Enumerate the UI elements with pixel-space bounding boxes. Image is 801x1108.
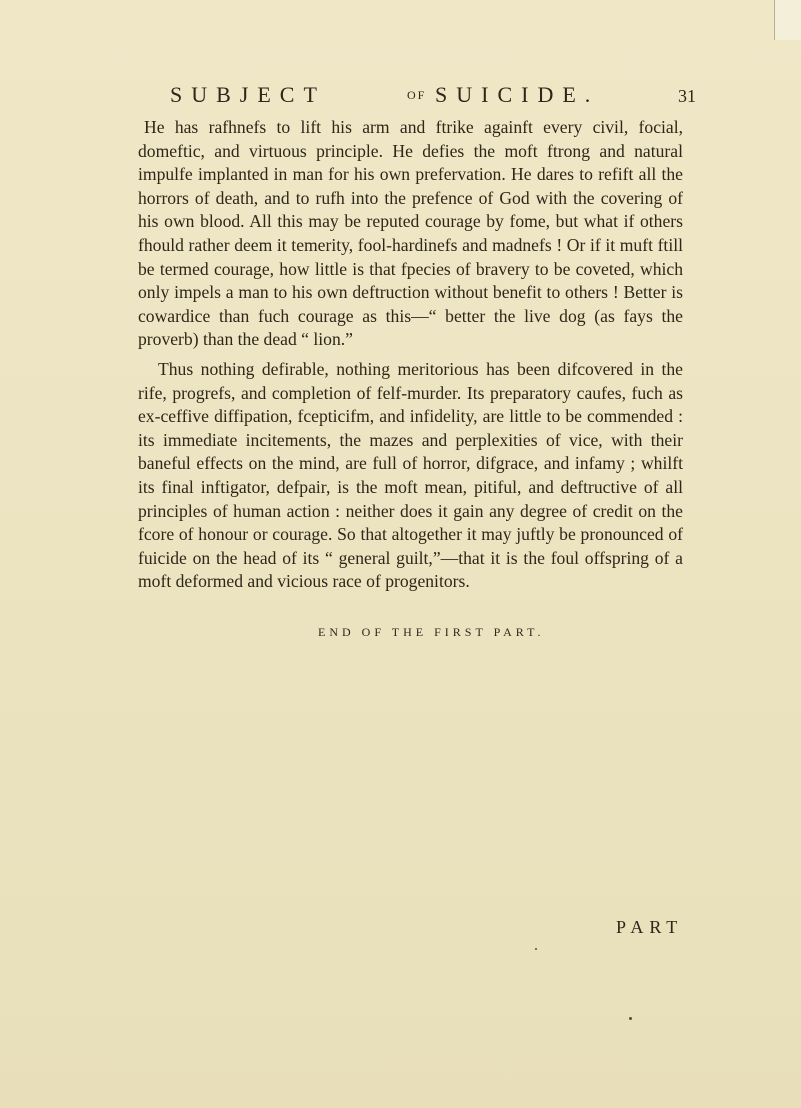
page-corner-edge xyxy=(774,0,801,40)
running-header xyxy=(170,82,730,116)
header-title-part1: SUBJECT xyxy=(170,82,326,107)
paragraph-1: He has rafhnefs to lift his arm and ftrike againft every civil, focial, domeftic, and virtuous principle. He defies the moft ftrong and natural impulfe implanted in man for his own prefervation. He dares to refift all the horrors of death, and to rufh into the prefence of God with the covering of his own blood. All this may be reputed courage by fome, but what if others fhould rather deem it temerity, fool-hardinefs and madnefs ! Or if it muft ftill be termed courage, how little is that fpecies of bravery to be coveted, which only impels a man to his own deftruction without benefit to others ! Better is cowardice than fuch courage as this—“ better the live dog (as fays the proverb) than the dead “ lion.” xyxy=(138,117,683,350)
paper-speck xyxy=(629,1017,632,1020)
end-of-part-note: END OF THE FIRST PART. xyxy=(318,625,545,639)
header-title-of: OF xyxy=(407,88,427,102)
catchword: PART xyxy=(616,917,684,937)
paragraph-2: Thus nothing defirable, nothing meritorious has been difcovered in the rife, progrefs, and completion of felf-murder. Its preparatory caufes, fuch as ex-ceffive diffipation, fcepticifm, and infidelity, are little to be commended : its immediate incitements, the mazes and perplexities of vice, with their baneful effects on the mind, are full of horror, difgrace, and infamy ; whilft its final inftigator, defpair, is the moft mean, pitiful, and deftructive of all principles of human action : neither does it gain any degree of credit on the fcore of honour or courage. So that altogether it may juftly be pronounced of fuicide on the head of its “ general guilt,”—that it is the foul offspring of a moft deformed and vicious race of progenitors. xyxy=(138,359,683,592)
page-number: 31 xyxy=(678,86,696,106)
header-title-part2: SUICIDE. xyxy=(435,82,600,107)
paper-speck xyxy=(535,948,537,950)
